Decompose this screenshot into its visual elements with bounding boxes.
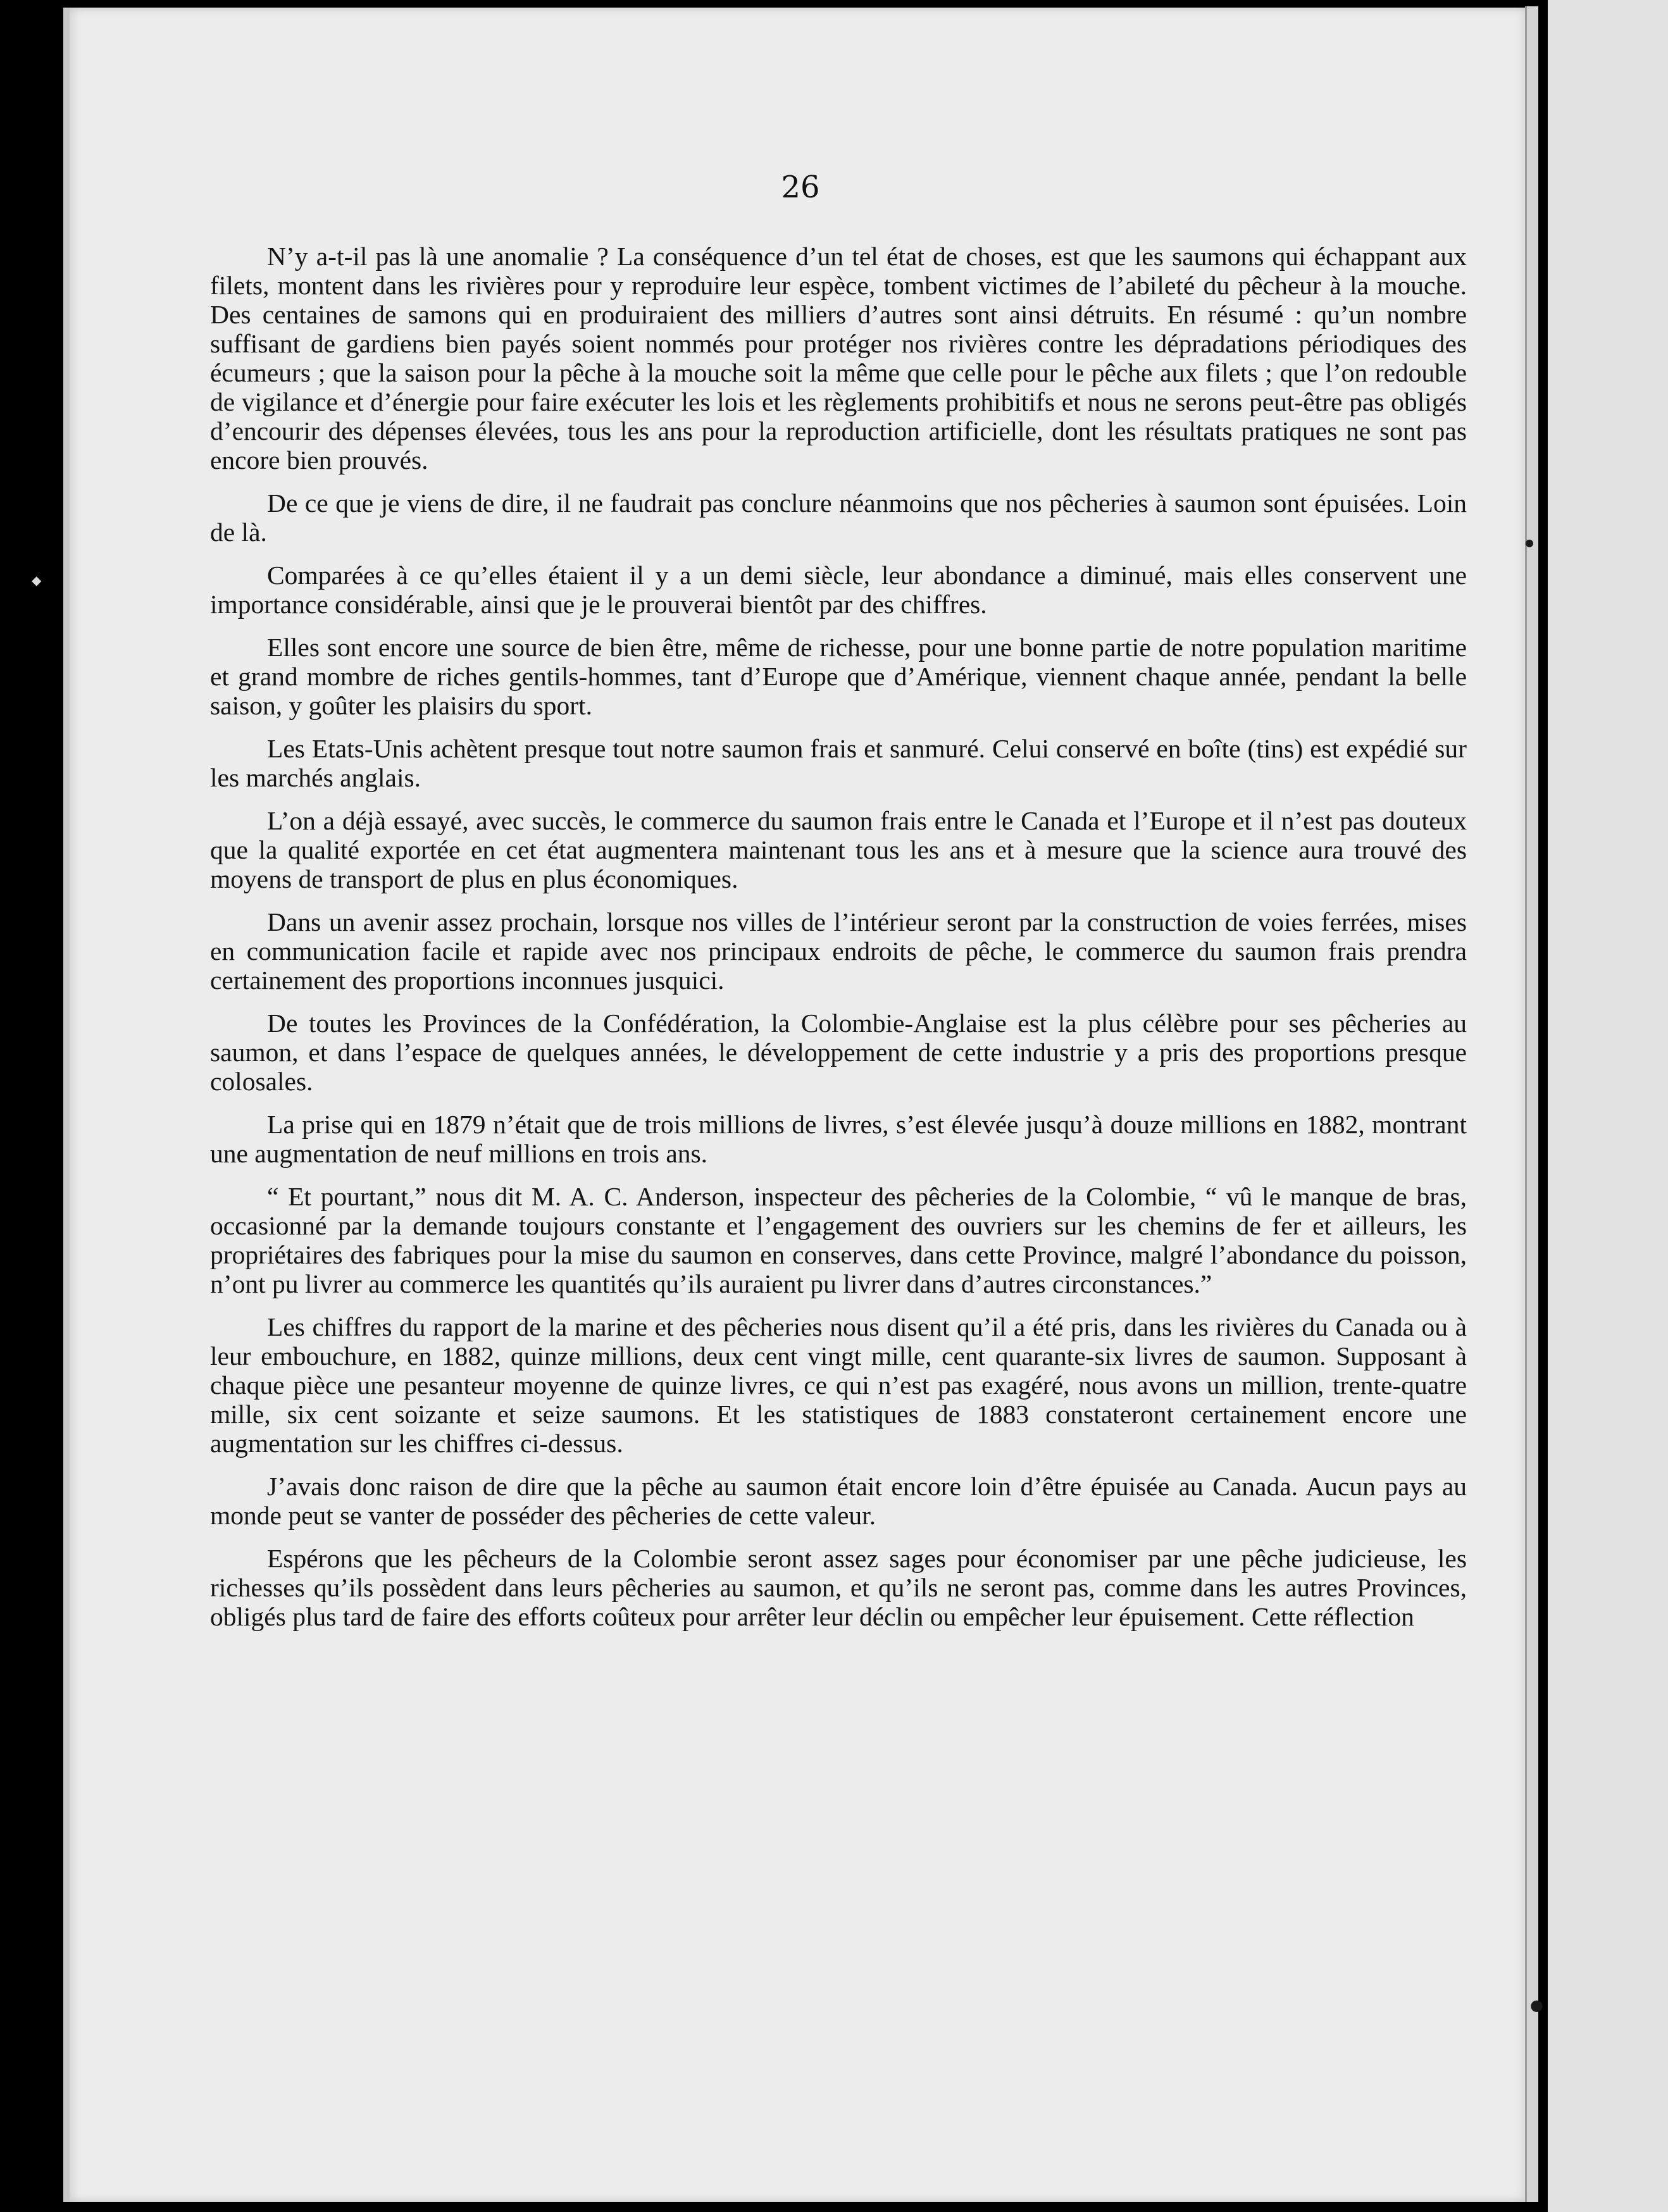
- page-body-text: [210, 242, 1467, 1631]
- book-page: [63, 8, 1531, 2202]
- paragraph-5: Les Etats-Unis achètent presque tout notre saumon frais et sanmuré. Celui conservé en boîte (tins) est expédié sur les marchés anglais.: [210, 734, 1467, 792]
- paragraph-2: De ce que je viens de dire, il ne faudrait pas conclure néanmoins que nos pêcheries à saumon sont épuisées. Loin de là.: [210, 488, 1467, 547]
- ink-speck-icon: ◆: [32, 573, 42, 588]
- page-edge: [1525, 6, 1538, 2202]
- paragraph-8: De toutes les Provinces de la Confédération, la Colombie-Anglaise est la plus célèbre pour ses pêcheries au saumon, et dans l’espace de quelques années, le développement de cette industrie y a pris des proportions presque colosales.: [210, 1009, 1467, 1096]
- ink-speck-icon: ●: [1525, 537, 1534, 549]
- ink-speck-icon: ●: [1530, 1996, 1543, 2014]
- paragraph-7: Dans un avenir assez prochain, lorsque nos villes de l’intérieur seront par la construction de voies ferrées, mises en communication facile et rapide avec nos principaux endroits de pêche, le commerce du saumon frais prendra certainement des proportions inconnues jusquici.: [210, 907, 1467, 995]
- paragraph-6: L’on a déjà essayé, avec succès, le commerce du saumon frais entre le Canada et l’Europe et il n’est pas douteux que la qualité exportée en cet état augmentera maintenant tous les ans et à mesure que la science aura trouvé des moyens de transport de plus en plus économiques.: [210, 806, 1467, 893]
- paragraph-9: La prise qui en 1879 n’était que de trois millions de livres, s’est élevée jusqu’à douze millions en 1882, montrant une augmentation de neuf millions en trois ans.: [210, 1110, 1467, 1168]
- paragraph-1: N’y a-t-il pas là une anomalie ? La conséquence d’un tel état de choses, est que les saumons qui échappant aux filets, montent dans les rivières pour y reproduire leur espèce, tombent victimes de l’abileté du pêcheur à la mouche. Des centaines de samons qui en produiraient des milliers d’autres sont ainsi détruits. En résumé : qu’un nombre suffisant de gardiens bien payés soient nommés pour protéger nos rivières contre les dépradations périodiques des écumeurs ; que la saison pour la pêche à la mouche soit la même que celle pour le pêche aux filets ; que l’on redouble de vigilance et d’énergie pour faire exécuter les lois et les règlements prohibitifs et nous ne serons peut-être pas obligés d’encourir des dépenses élevées, tous les ans pour la reproduction artificielle, dont les résultats pratiques ne sont pas encore bien prouvés.: [210, 242, 1467, 475]
- paragraph-4: Elles sont encore une source de bien être, même de richesse, pour une bonne partie de notre population maritime et grand mombre de riches gentils-hommes, tant d’Europe que d’Amérique, viennent chaque année, pendant la belle saison, y goûter les plaisirs du sport.: [210, 633, 1467, 720]
- adjacent-page: [1548, 0, 1668, 2212]
- paragraph-12: J’avais donc raison de dire que la pêche au saumon était encore loin d’être épuisée au Canada. Aucun pays au monde peut se vanter de posséder des pêcheries de cette valeur.: [210, 1472, 1467, 1530]
- paragraph-10: “ Et pourtant,” nous dit M. A. C. Anderson, inspecteur des pêcheries de la Colombie, “ vû le manque de bras, occasionné par la demande toujours constante et l’engagement des ouvriers sur les chemins de fer et ailleurs, les propriétaires des fabriques pour la mise du saumon en conserves, dans cette Province, malgré l’abondance du poisson, n’ont pu livrer au commerce les quantités qu’ils auraient pu livrer dans d’autres circonstances.”: [210, 1182, 1467, 1298]
- paragraph-13: Espérons que les pêcheurs de la Colombie seront assez sages pour économiser par une pêche judicieuse, les richesses qu’ils possèdent dans leurs pêcheries au saumon, et qu’ils ne seront pas, comme dans les autres Provinces, obligés plus tard de faire des efforts coûteux pour arrêter leur déclin ou empêcher leur épuisement. Cette réflection: [210, 1544, 1467, 1631]
- paragraph-3: Comparées à ce qu’elles étaient il y a un demi siècle, leur abondance a diminué, mais elles conservent une importance considérable, ainsi que je le prouverai bientôt par des chiffres.: [210, 561, 1467, 619]
- page-number: 26: [781, 170, 820, 205]
- paragraph-11: Les chiffres du rapport de la marine et des pêcheries nous disent qu’il a été pris, dans les rivières du Canada ou à leur embouchure, en 1882, quinze millions, deux cent vingt mille, cent quarante-six livres de saumon. Supposant à chaque pièce une pesanteur moyenne de quinze livres, ce qui n’est pas exagéré, nous avons un million, trente-quatre mille, six cent soizante et seize saumons. Et les statistiques de 1883 constateront certainement encore une augmentation sur les chiffres ci-dessus.: [210, 1312, 1467, 1458]
